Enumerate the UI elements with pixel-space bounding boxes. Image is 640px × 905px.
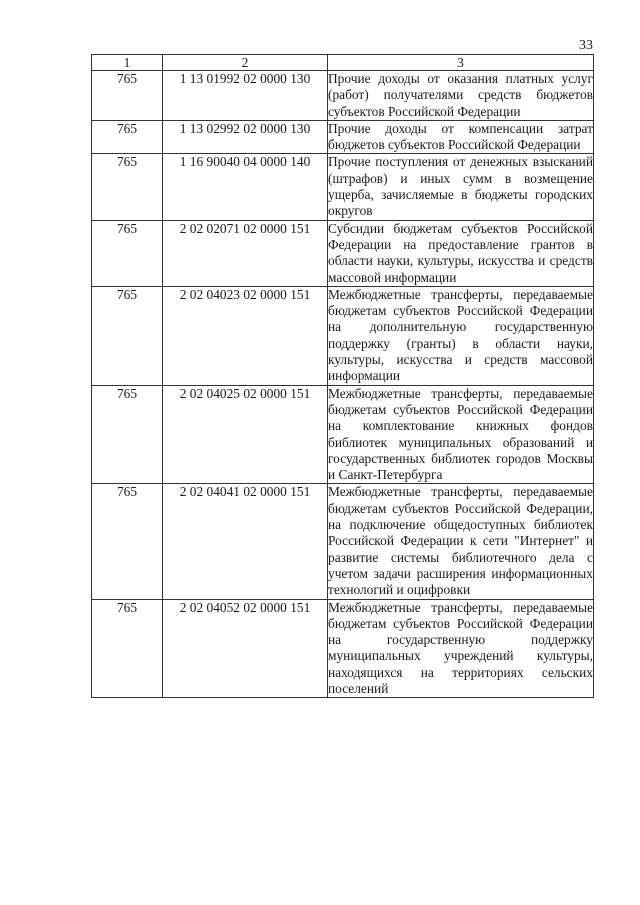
budget-code-cell: 2 02 04041 02 0000 151	[163, 484, 328, 599]
description-cell: Межбюджетные трансферты, передаваемые бюджетам субъектов Российской Федерации на дополнительную государственную поддержку (гранты) в области науки, культуры, искусства и средств массовой информации	[328, 286, 593, 384]
budget-code-cell: 2 02 04052 02 0000 151	[163, 599, 328, 698]
admin-code-cell: 765	[92, 220, 163, 286]
description-cell: Прочие доходы от оказания платных услуг (работ) получателями средств бюджетов субъектов Российской Федерации	[328, 71, 593, 119]
budget-code-cell: 1 13 02992 02 0000 130	[163, 120, 328, 154]
budget-code-cell: 2 02 02071 02 0000 151	[163, 220, 328, 286]
table-header-row	[92, 55, 594, 71]
description-cell: Прочие доходы от компенсации затрат бюджетов субъектов Российской Федерации	[328, 120, 593, 153]
admin-code-cell: 765	[92, 120, 163, 154]
admin-code-cell: 765	[92, 599, 163, 698]
description-cell: Межбюджетные трансферты, передаваемые бюджетам субъектов Российской Федерации на государственную поддержку муниципальных учреждений культуры, находящихся на территориях сельских поселений	[328, 599, 593, 696]
admin-code-cell: 765	[92, 385, 163, 484]
description-cell: Межбюджетные трансферты, передаваемые бюджетам субъектов Российской Федерации на комплектование книжных фондов библиотек муниципальных образований и государственных библиотек городов Москвы и Санкт-Петербурга	[328, 385, 593, 483]
admin-code-cell: 765	[92, 71, 163, 121]
admin-code-cell: 765	[92, 286, 163, 385]
column-header-1: 1	[92, 55, 163, 71]
table-row	[92, 220, 594, 286]
admin-code-cell: 765	[92, 484, 163, 599]
admin-code-cell: 765	[92, 154, 163, 220]
budget-code-cell: 2 02 04023 02 0000 151	[163, 286, 328, 385]
budget-code-cell: 2 02 04025 02 0000 151	[163, 385, 328, 484]
column-header-3: 3	[328, 55, 594, 71]
page-number: 33	[579, 38, 593, 53]
description-cell: Субсидии бюджетам субъектов Российской Федерации на предоставление грантов в области науки, культуры, искусства и средств массовой информации	[328, 220, 593, 285]
description-cell: Прочие поступления от денежных взысканий (штрафов) и иных сумм в возмещение ущерба, зачисляемые в бюджеты городских округов	[328, 154, 593, 219]
table-row	[92, 599, 594, 698]
table-row	[92, 484, 594, 599]
description-cell: Межбюджетные трансферты, передаваемые бюджетам субъектов Российской Федерации, на подключение общедоступных библиотек Российской Федерации к сети "Интернет" и развитие системы библиотечного дела с учетом задачи расширения информационных технологий и оцифровки	[328, 484, 593, 598]
budget-classification-table	[91, 54, 594, 698]
table-row	[92, 154, 594, 220]
table-row	[92, 120, 594, 154]
budget-code-cell: 1 16 90040 04 0000 140	[163, 154, 328, 220]
table-row	[92, 286, 594, 385]
table-row	[92, 71, 594, 121]
column-header-2: 2	[163, 55, 328, 71]
table-row	[92, 385, 594, 484]
budget-code-cell: 1 13 01992 02 0000 130	[163, 71, 328, 121]
